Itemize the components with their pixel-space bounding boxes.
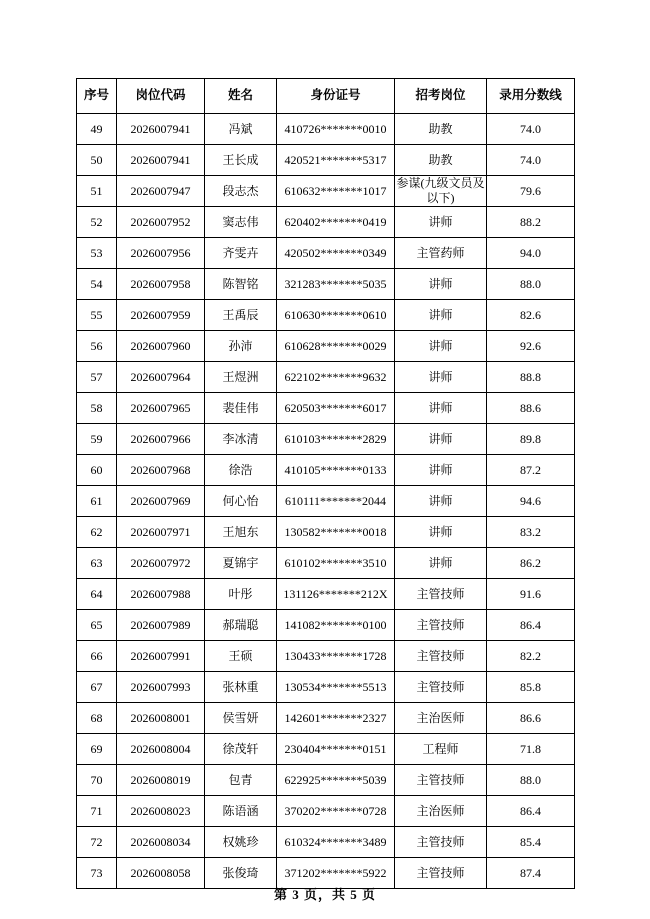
cell-score-line: 88.0 (487, 269, 575, 300)
cell-name: 郝瑞聪 (205, 610, 277, 641)
cell-no: 59 (77, 424, 117, 455)
cell-name: 王长成 (205, 145, 277, 176)
cell-post-code: 2026007971 (117, 517, 205, 548)
column-header-id-number: 身份证号 (277, 79, 395, 114)
cell-name: 裴佳伟 (205, 393, 277, 424)
cell-post-code: 2026007991 (117, 641, 205, 672)
cell-post: 主管技师 (395, 579, 487, 610)
table-row (77, 796, 575, 827)
cell-no: 55 (77, 300, 117, 331)
cell-score-line: 88.6 (487, 393, 575, 424)
cell-name: 齐雯卉 (205, 238, 277, 269)
cell-post: 工程师 (395, 734, 487, 765)
table-row (77, 362, 575, 393)
table-row (77, 238, 575, 269)
column-header-name: 姓名 (205, 79, 277, 114)
cell-id-number: 130582*******0018 (277, 517, 395, 548)
cell-post: 讲师 (395, 362, 487, 393)
cell-id-number: 420521*******5317 (277, 145, 395, 176)
table-row (77, 145, 575, 176)
cell-score-line: 86.2 (487, 548, 575, 579)
cell-id-number: 620402*******0419 (277, 207, 395, 238)
cell-post-code: 2026008001 (117, 703, 205, 734)
table-row (77, 610, 575, 641)
cell-no: 60 (77, 455, 117, 486)
cell-id-number: 420502*******0349 (277, 238, 395, 269)
cell-score-line: 79.6 (487, 176, 575, 207)
table-row (77, 455, 575, 486)
table-row (77, 672, 575, 703)
table-row (77, 331, 575, 362)
cell-score-line: 74.0 (487, 145, 575, 176)
cell-score-line: 88.2 (487, 207, 575, 238)
table-row (77, 176, 575, 207)
cell-name: 李冰清 (205, 424, 277, 455)
cell-id-number: 610630*******0610 (277, 300, 395, 331)
cell-id-number: 131126*******212X (277, 579, 395, 610)
cell-no: 65 (77, 610, 117, 641)
cell-post-code: 2026008034 (117, 827, 205, 858)
cell-id-number: 610103*******2829 (277, 424, 395, 455)
cell-score-line: 83.2 (487, 517, 575, 548)
roster-table (76, 78, 575, 889)
cell-post: 讲师 (395, 393, 487, 424)
table-row (77, 641, 575, 672)
cell-post: 主治医师 (395, 703, 487, 734)
cell-score-line: 85.8 (487, 672, 575, 703)
cell-no: 51 (77, 176, 117, 207)
cell-post-code: 2026007964 (117, 362, 205, 393)
table-row (77, 424, 575, 455)
cell-score-line: 94.6 (487, 486, 575, 517)
cell-name: 何心怡 (205, 486, 277, 517)
cell-id-number: 230404*******0151 (277, 734, 395, 765)
cell-no: 70 (77, 765, 117, 796)
table-row (77, 765, 575, 796)
cell-no: 63 (77, 548, 117, 579)
cell-id-number: 142601*******2327 (277, 703, 395, 734)
cell-post-code: 2026007993 (117, 672, 205, 703)
cell-post: 讲师 (395, 548, 487, 579)
cell-no: 53 (77, 238, 117, 269)
cell-name: 窦志伟 (205, 207, 277, 238)
cell-no: 68 (77, 703, 117, 734)
cell-post: 讲师 (395, 269, 487, 300)
cell-id-number: 620503*******6017 (277, 393, 395, 424)
cell-post: 主治医师 (395, 796, 487, 827)
cell-no: 58 (77, 393, 117, 424)
table-row (77, 548, 575, 579)
cell-post-code: 2026007965 (117, 393, 205, 424)
cell-post-code: 2026007960 (117, 331, 205, 362)
column-header-no: 序号 (77, 79, 117, 114)
cell-post: 主管技师 (395, 765, 487, 796)
cell-post-code: 2026007941 (117, 145, 205, 176)
cell-post-code: 2026007958 (117, 269, 205, 300)
table-row (77, 827, 575, 858)
cell-score-line: 86.4 (487, 796, 575, 827)
table-row (77, 207, 575, 238)
cell-no: 71 (77, 796, 117, 827)
cell-id-number: 371202*******5922 (277, 858, 395, 889)
cell-no: 67 (77, 672, 117, 703)
cell-post: 参谋(九级文员及以下) (396, 176, 485, 205)
cell-post: 讲师 (395, 517, 487, 548)
table-row (77, 734, 575, 765)
table-header-row (77, 79, 575, 114)
cell-name: 夏锦宇 (205, 548, 277, 579)
table-row (77, 300, 575, 331)
cell-score-line: 88.0 (487, 765, 575, 796)
cell-post-code: 2026008019 (117, 765, 205, 796)
cell-name: 徐茂轩 (205, 734, 277, 765)
cell-post: 主管技师 (395, 827, 487, 858)
cell-score-line: 82.2 (487, 641, 575, 672)
cell-post: 讲师 (395, 486, 487, 517)
cell-score-line: 88.8 (487, 362, 575, 393)
cell-post-code: 2026007959 (117, 300, 205, 331)
cell-post-code: 2026008023 (117, 796, 205, 827)
cell-post: 讲师 (395, 300, 487, 331)
cell-score-line: 89.8 (487, 424, 575, 455)
cell-no: 50 (77, 145, 117, 176)
table-row (77, 269, 575, 300)
cell-post: 讲师 (395, 424, 487, 455)
cell-no: 72 (77, 827, 117, 858)
cell-post-code: 2026007952 (117, 207, 205, 238)
cell-name: 包青 (205, 765, 277, 796)
cell-id-number: 410105*******0133 (277, 455, 395, 486)
cell-score-line: 92.6 (487, 331, 575, 362)
table-row (77, 393, 575, 424)
table-row (77, 517, 575, 548)
cell-id-number: 370202*******0728 (277, 796, 395, 827)
cell-post-code: 2026007966 (117, 424, 205, 455)
cell-name: 段志杰 (205, 176, 277, 207)
cell-name: 王旭东 (205, 517, 277, 548)
cell-no: 69 (77, 734, 117, 765)
cell-post: 讲师 (395, 331, 487, 362)
cell-id-number: 610102*******3510 (277, 548, 395, 579)
cell-id-number: 130433*******1728 (277, 641, 395, 672)
cell-post: 讲师 (395, 207, 487, 238)
cell-id-number: 321283*******5035 (277, 269, 395, 300)
table-row (77, 114, 575, 145)
cell-score-line: 87.2 (487, 455, 575, 486)
cell-score-line: 85.4 (487, 827, 575, 858)
cell-no: 57 (77, 362, 117, 393)
cell-name: 王煜洲 (205, 362, 277, 393)
cell-post-code: 2026007989 (117, 610, 205, 641)
cell-post: 助教 (395, 145, 487, 176)
cell-post-code: 2026007988 (117, 579, 205, 610)
cell-score-line: 86.4 (487, 610, 575, 641)
cell-no: 56 (77, 331, 117, 362)
cell-post: 主管药师 (395, 238, 487, 269)
cell-score-line: 91.6 (487, 579, 575, 610)
cell-score-line: 94.0 (487, 238, 575, 269)
cell-no: 52 (77, 207, 117, 238)
table-row (77, 486, 575, 517)
cell-name: 侯雪妍 (205, 703, 277, 734)
cell-no: 49 (77, 114, 117, 145)
cell-name: 徐浩 (205, 455, 277, 486)
cell-name: 冯斌 (205, 114, 277, 145)
table-row (77, 579, 575, 610)
cell-post-code: 2026007941 (117, 114, 205, 145)
cell-post: 主管技师 (395, 858, 487, 889)
cell-score-line: 86.6 (487, 703, 575, 734)
cell-post-code: 2026007947 (117, 176, 205, 207)
cell-id-number: 610632*******1017 (277, 176, 395, 207)
cell-id-number: 610628*******0029 (277, 331, 395, 362)
roster-table-container (76, 78, 574, 889)
cell-post: 主管技师 (395, 672, 487, 703)
cell-no: 66 (77, 641, 117, 672)
cell-post: 主管技师 (395, 641, 487, 672)
cell-name: 叶彤 (205, 579, 277, 610)
cell-no: 64 (77, 579, 117, 610)
cell-score-line: 82.6 (487, 300, 575, 331)
cell-no: 73 (77, 858, 117, 889)
table-row (77, 703, 575, 734)
cell-post: 讲师 (395, 455, 487, 486)
cell-no: 54 (77, 269, 117, 300)
cell-name: 张林重 (205, 672, 277, 703)
column-header-post: 招考岗位 (395, 79, 487, 114)
cell-name: 王硕 (205, 641, 277, 672)
cell-name: 王禹辰 (205, 300, 277, 331)
cell-post-code: 2026007969 (117, 486, 205, 517)
cell-name: 张俊琦 (205, 858, 277, 889)
cell-id-number: 610324*******3489 (277, 827, 395, 858)
cell-score-line: 74.0 (487, 114, 575, 145)
cell-name: 陈智铭 (205, 269, 277, 300)
cell-post-code: 2026008004 (117, 734, 205, 765)
cell-id-number: 141082*******0100 (277, 610, 395, 641)
cell-post: 助教 (395, 114, 487, 145)
cell-id-number: 622102*******9632 (277, 362, 395, 393)
cell-no: 62 (77, 517, 117, 548)
cell-id-number: 622925*******5039 (277, 765, 395, 796)
cell-name: 权姚珍 (205, 827, 277, 858)
cell-score-line: 87.4 (487, 858, 575, 889)
cell-post: 主管技师 (395, 610, 487, 641)
cell-name: 陈语涵 (205, 796, 277, 827)
cell-id-number: 610111*******2044 (277, 486, 395, 517)
cell-post-code: 2026008058 (117, 858, 205, 889)
cell-post-code: 2026007972 (117, 548, 205, 579)
cell-name: 孙沛 (205, 331, 277, 362)
cell-score-line: 71.8 (487, 734, 575, 765)
cell-post-code: 2026007956 (117, 238, 205, 269)
column-header-post-code: 岗位代码 (117, 79, 205, 114)
cell-id-number: 410726*******0010 (277, 114, 395, 145)
cell-post-code: 2026007968 (117, 455, 205, 486)
cell-id-number: 130534*******5513 (277, 672, 395, 703)
page-footer: 第 3 页，共 5 页 (273, 887, 376, 902)
cell-no: 61 (77, 486, 117, 517)
column-header-score-line: 录用分数线 (487, 79, 575, 114)
